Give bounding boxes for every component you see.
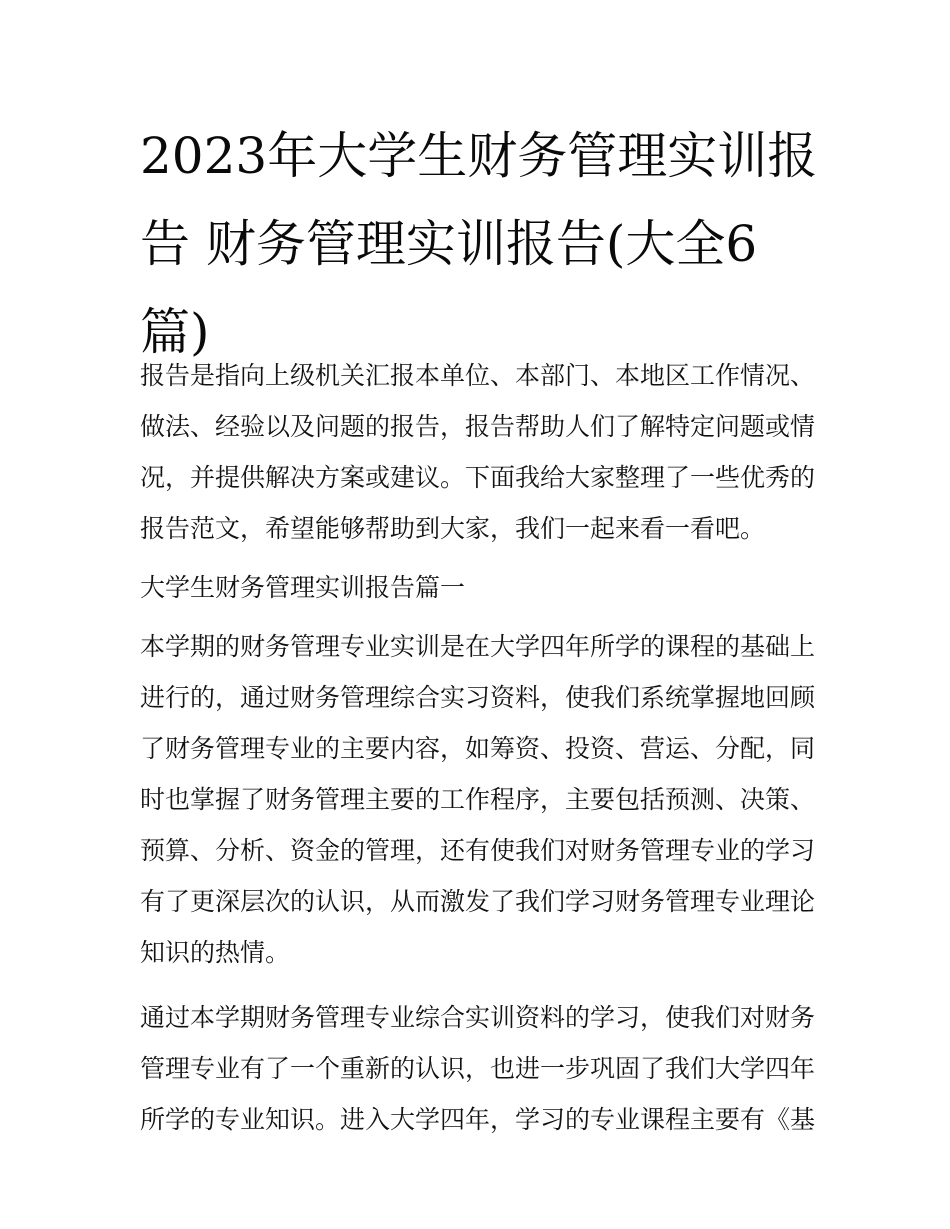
intro-paragraph: 报告是指向上级机关汇报本单位、本部门、本地区工作情况、做法、经验以及问题的报告，报告帮助人们了解特定问题或情况，并提供解决方案或建议。下面我给大家整理了一些优秀的报告范文，希望能够帮助到大家，我们一起来看一看吧。 (140, 361, 816, 543)
body-paragraph-1: 本学期的财务管理专业实训是在大学四年所学的课程的基础上进行的，通过财务管理综合实习资料，使我们系统掌握地回顾了财务管理专业的主要内容，如筹资、投资、营运、分配，同时也掌握了财务管理主要的工作程序，主要包括预测、决策、预算、分析、资金的管理，还有使我们对财务管理专业的学习有了更深层次的认识，从而激发了我们学习财务管理专业理论知识的热情。 (140, 632, 816, 967)
section-heading: 大学生财务管理实训报告篇一 (140, 573, 466, 602)
body-paragraph-2: 通过本学期财务管理专业综合实训资料的学习，使我们对财务管理专业有了一个重新的认识，也进一步巩固了我们大学四年所学的专业知识。进入大学四年，学习的专业课程主要有《基 (140, 1003, 816, 1134)
document-body (140, 350, 820, 1153)
document-title: 2023年大学生财务管理实训报告 财务管理实训报告(大全6篇) (140, 127, 818, 361)
